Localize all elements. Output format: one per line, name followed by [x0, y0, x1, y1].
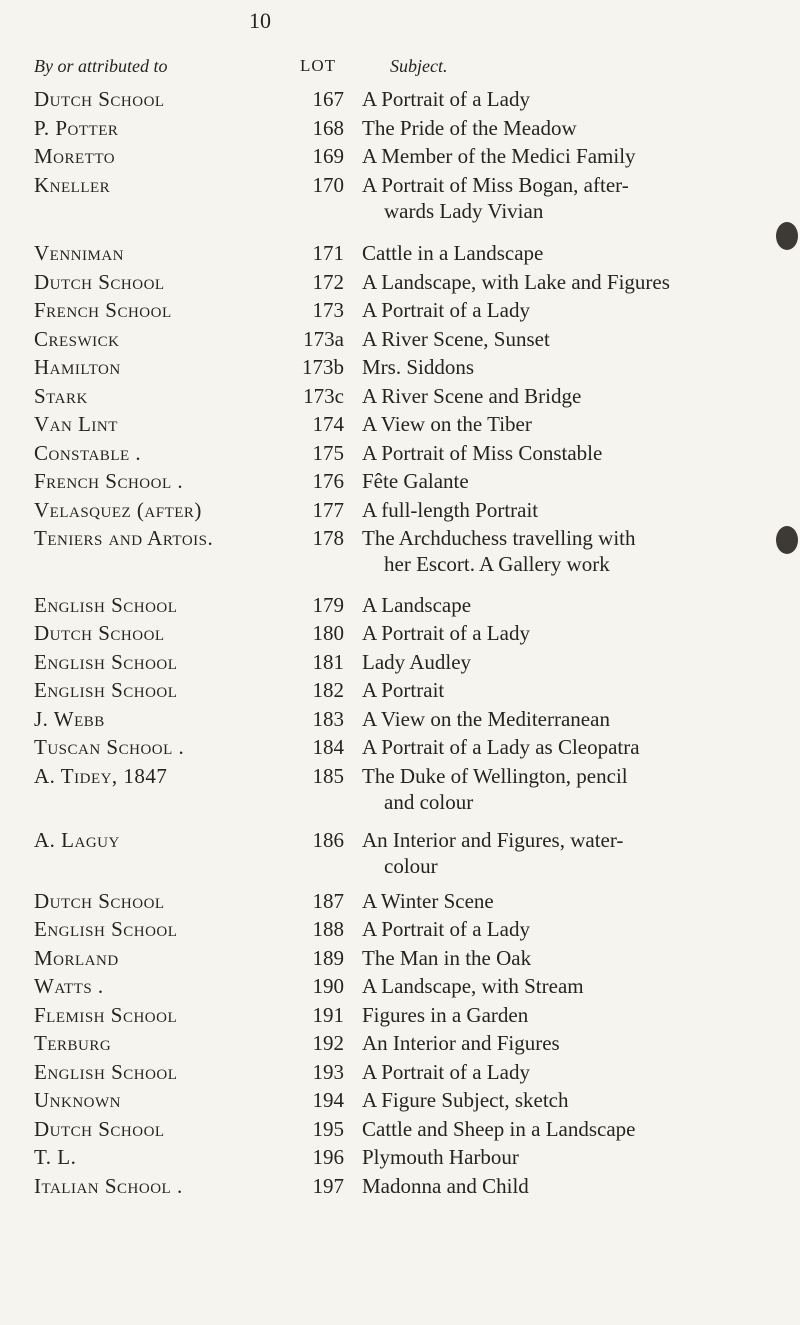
subject-line: A Portrait of a Lady as Cleopatra — [362, 735, 640, 759]
subject-line: A Portrait of a Lady — [362, 621, 530, 645]
artist-name: English School — [34, 678, 178, 702]
lot-number: 167 — [312, 87, 344, 111]
subject-text — [362, 973, 768, 999]
lot-number: 194 — [312, 1088, 344, 1112]
lot-number: 184 — [312, 735, 344, 759]
subject-line: Plymouth Harbour — [362, 1145, 519, 1169]
subject-line: A Member of the Medici Family — [362, 144, 636, 168]
subject-text — [362, 172, 768, 224]
artist-name: Tuscan School . — [34, 735, 185, 759]
subject-text — [362, 269, 768, 295]
lot-number: 189 — [312, 945, 344, 970]
artist-name: Unknown — [34, 1088, 121, 1112]
artist-name: English School — [34, 1059, 178, 1084]
subject-line: A Landscape — [362, 592, 472, 617]
artist-name: Hamilton — [34, 355, 121, 379]
subject-text — [362, 1087, 768, 1113]
lot-number: 185 — [312, 763, 344, 788]
subject-line: A Winter Scene — [362, 888, 494, 913]
lot-number: 173b — [302, 355, 344, 379]
subject-text — [362, 1059, 768, 1085]
subject-line: A Portrait of a Lady — [362, 87, 530, 111]
subject-text — [362, 354, 768, 380]
binding-hole-mark — [776, 222, 798, 250]
subject-line: An Interior and Figures, water- — [362, 828, 624, 852]
lot-number: 170 — [312, 172, 344, 197]
artist-name: English School — [34, 649, 178, 674]
subject-line: The Duke of Wellington, pencil — [362, 763, 628, 788]
subject-line: A River Scene, Sunset — [362, 326, 550, 351]
subject-text — [362, 706, 768, 732]
artist-name: Teniers and Artois. — [34, 526, 214, 550]
subject-text — [362, 592, 768, 618]
artist-name: Dutch School — [34, 888, 165, 913]
subject-continuation: colour — [384, 854, 438, 878]
lot-number: 192 — [312, 1031, 344, 1055]
artist-name: Velasquez (after) — [34, 497, 202, 522]
artist-name: Venniman — [34, 241, 124, 265]
artist-name: Constable . — [34, 440, 142, 465]
subject-text — [362, 86, 768, 112]
subject-text — [362, 468, 768, 494]
subject-text — [362, 827, 768, 879]
lot-number: 178 — [312, 526, 344, 550]
lot-number: 176 — [312, 469, 344, 493]
lot-number: 191 — [312, 1002, 344, 1027]
subject-line: The Archduchess travelling with — [362, 526, 636, 550]
artist-name: English School — [34, 592, 178, 617]
subject-line: The Man in the Oak — [362, 945, 532, 970]
lot-number: 195 — [312, 1116, 344, 1141]
artist-name: P. Potter — [34, 115, 119, 140]
artist-name: Dutch School — [34, 1116, 165, 1141]
subject-text — [362, 440, 768, 466]
lot-number: 190 — [312, 974, 344, 998]
artist-column-header: By or attributed to — [34, 56, 168, 76]
artist-name: Creswick — [34, 326, 120, 351]
lot-number: 193 — [312, 1059, 344, 1084]
subject-line: A Portrait of Miss Constable — [362, 440, 603, 465]
artist-name: Watts . — [34, 974, 104, 998]
artist-name: Morland — [34, 945, 119, 970]
lot-number: 172 — [312, 269, 344, 294]
lot-number: 196 — [312, 1145, 344, 1169]
binding-hole-mark — [776, 526, 798, 554]
lot-number: 179 — [312, 592, 344, 617]
subject-line: A Landscape, with Stream — [362, 974, 584, 998]
artist-name: A. Tidey, 1847 — [34, 763, 168, 788]
subject-line: A Landscape, with Lake and Figures — [362, 269, 670, 294]
artist-name: Dutch School — [34, 621, 165, 645]
subject-text — [362, 888, 768, 914]
subject-text — [362, 763, 768, 815]
artist-name: Stark — [34, 383, 88, 408]
subject-text — [362, 916, 768, 942]
subject-line: A Portrait of a Lady — [362, 298, 530, 322]
lot-number: 197 — [312, 1173, 344, 1198]
lot-number: 181 — [312, 649, 344, 674]
subject-line: The Pride of the Meadow — [362, 115, 577, 140]
subject-line: A full-length Portrait — [362, 497, 539, 522]
subject-text — [362, 945, 768, 971]
subject-text — [362, 677, 768, 703]
lot-number: 186 — [312, 828, 344, 852]
lot-number: 183 — [312, 706, 344, 731]
subject-line: A View on the Mediterranean — [362, 706, 610, 731]
subject-line: Mrs. Siddons — [362, 355, 475, 379]
lot-number: 182 — [312, 678, 344, 702]
subject-text — [362, 383, 768, 409]
artist-name: Moretto — [34, 144, 116, 168]
artist-name: French School — [34, 298, 172, 322]
subject-text — [362, 1002, 768, 1028]
subject-text — [362, 143, 768, 169]
artist-name: A. Laguy — [34, 828, 120, 852]
subject-text — [362, 649, 768, 675]
artist-name: Dutch School — [34, 269, 165, 294]
subject-continuation: her Escort. A Gallery work — [384, 552, 610, 576]
subject-line: Cattle and Sheep in a Landscape — [362, 1116, 636, 1141]
subject-line: Cattle in a Landscape — [362, 241, 544, 265]
subject-continuation: wards Lady Vivian — [384, 198, 544, 223]
subject-line: A View on the Tiber — [362, 412, 532, 436]
subject-text — [362, 525, 768, 577]
lot-number: 187 — [312, 888, 344, 913]
lot-number: 173c — [303, 383, 344, 408]
subject-line: An Interior and Figures — [362, 1031, 560, 1055]
subject-line: Figures in a Garden — [362, 1002, 529, 1027]
lot-number: 188 — [312, 917, 344, 941]
subject-line: A Portrait of a Lady — [362, 1059, 530, 1084]
subject-line: A Portrait of a Lady — [362, 917, 530, 941]
artist-name: T. L. — [34, 1145, 77, 1169]
artist-name: Kneller — [34, 172, 111, 197]
subject-text — [362, 734, 768, 760]
lot-number: 174 — [312, 412, 344, 436]
artist-name: English School — [34, 917, 178, 941]
subject-line: A River Scene and Bridge — [362, 383, 582, 408]
subject-line: Fête Galante — [362, 469, 469, 493]
artist-name: Italian School . — [34, 1173, 183, 1198]
lot-number: 169 — [312, 144, 344, 168]
subject-text — [362, 1144, 768, 1170]
subject-text — [362, 326, 768, 352]
artist-name: French School . — [34, 469, 184, 493]
subject-continuation: and colour — [384, 789, 474, 814]
subject-text — [362, 497, 768, 523]
subject-text — [362, 620, 768, 646]
subject-text — [362, 411, 768, 437]
artist-name: Flemish School — [34, 1002, 178, 1027]
artist-name: Terburg — [34, 1031, 112, 1055]
subject-text — [362, 1030, 768, 1056]
lot-number: 175 — [312, 440, 344, 465]
subject-text — [362, 115, 768, 141]
subject-line: A Portrait — [362, 678, 445, 702]
lot-number: 180 — [312, 621, 344, 645]
subject-line: Lady Audley — [362, 649, 472, 674]
subject-column-header: Subject. — [390, 56, 448, 76]
lot-number: 173 — [312, 298, 344, 322]
lot-number: 177 — [312, 497, 344, 522]
lot-number: 168 — [312, 115, 344, 140]
subject-text — [362, 240, 768, 266]
artist-name: J. Webb — [34, 706, 105, 731]
subject-line: Madonna and Child — [362, 1173, 529, 1198]
artist-name: Van Lint — [34, 412, 118, 436]
subject-text — [362, 1116, 768, 1142]
lot-number: 171 — [312, 241, 344, 265]
subject-line: A Portrait of Miss Bogan, after- — [362, 172, 629, 197]
subject-line: A Figure Subject, sketch — [362, 1088, 569, 1112]
lot-column-header: LOT — [300, 56, 337, 75]
subject-text — [362, 297, 768, 323]
subject-text — [362, 1173, 768, 1199]
lot-number: 173a — [303, 326, 344, 351]
page-number: 10 — [249, 8, 271, 33]
artist-name: Dutch School — [34, 87, 165, 111]
